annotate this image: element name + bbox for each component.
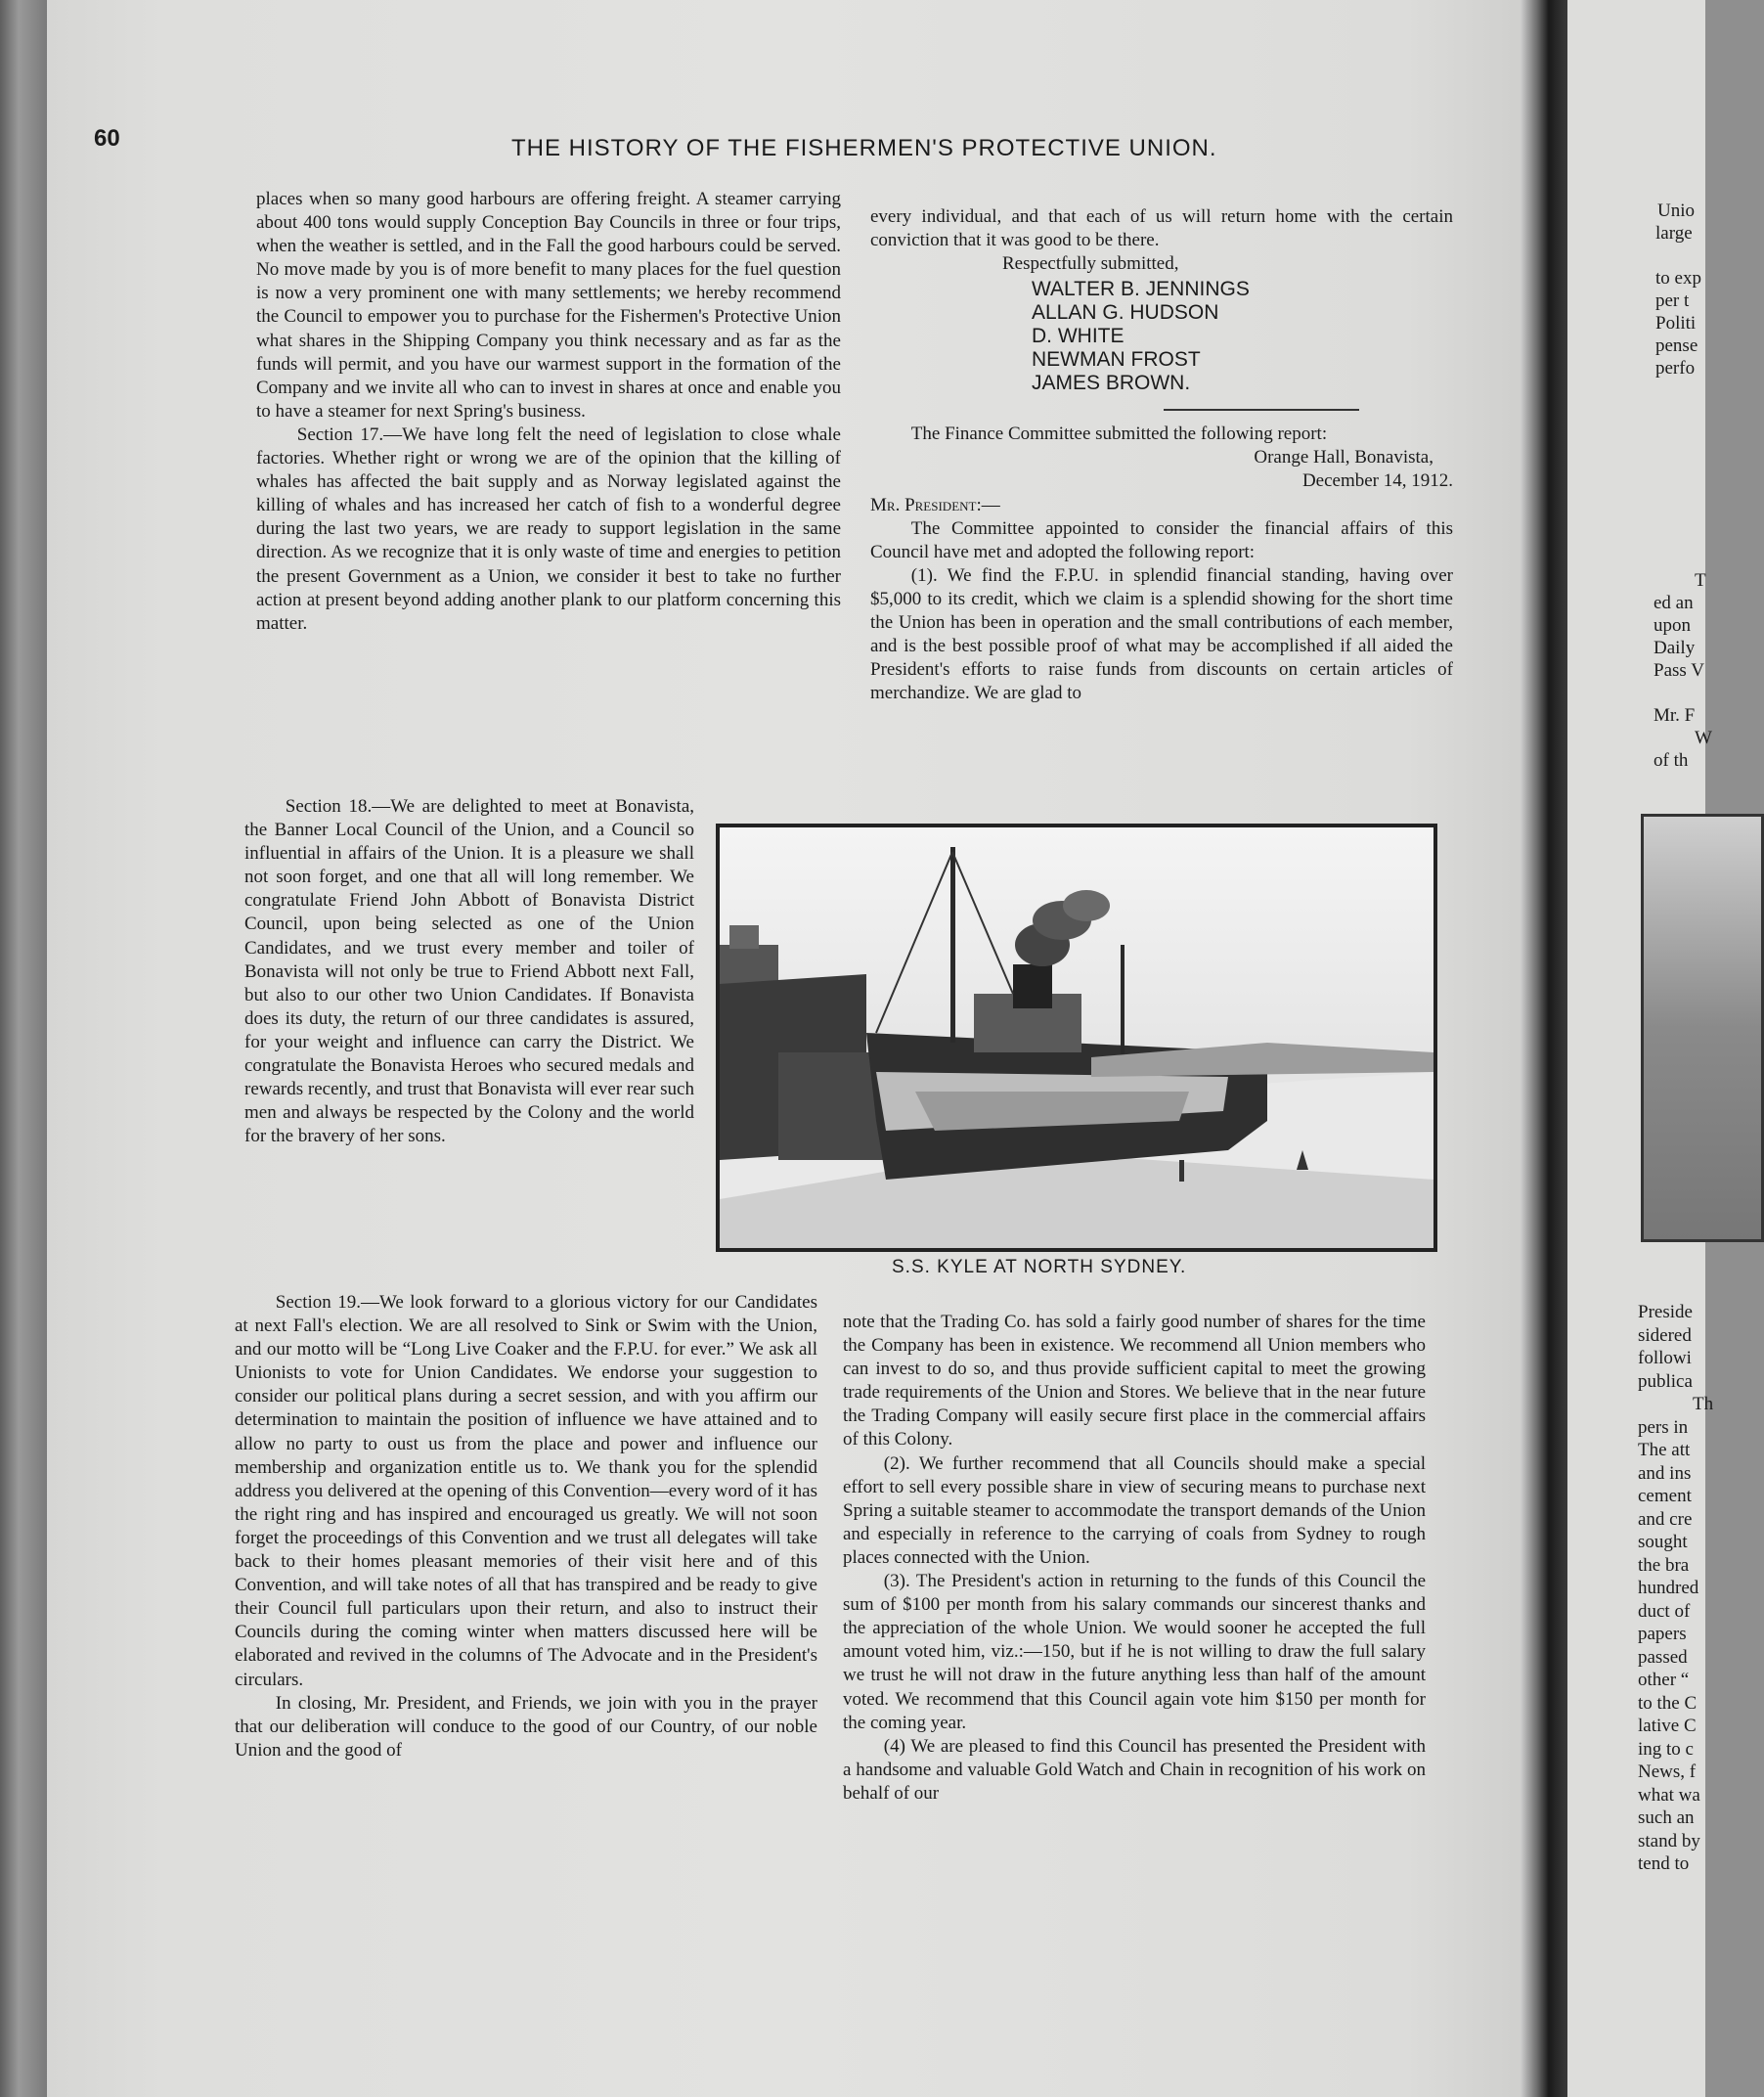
paragraph: places when so many good harbours are offering freight. A steamer carrying about 400 tons would supply Conception Bay Councils in three or four trips, when the weather is settled, and in the Fall the good harbours could be served. No move made by you is of more benefit to many places for the fuel question is now a very prominent one with many settlements; we hereby recommend the Council to empower you to purchase for the Fishermen's Protective Union what shares in the Shipping Company you think necessary and as far as the funds will permit, and you have our warmest support in the formation of the Company and we invite all who can to invest in shares at once and enable you to have a steamer for next Spring's business. xyxy=(256,189,841,422)
signature: JAMES BROWN. xyxy=(1032,372,1191,395)
facing-page-line: followi xyxy=(1638,1348,1692,1368)
running-title: THE HISTORY OF THE FISHERMEN'S PROTECTIVE UNION. xyxy=(511,135,1217,161)
facing-page-line: ing to c xyxy=(1638,1738,1694,1760)
paragraph: The Committee appointed to consider the financial affairs of this Council have met and adopted the following report: xyxy=(870,517,1453,562)
signature: D. WHITE xyxy=(1032,325,1125,348)
right-column-top xyxy=(870,205,1453,705)
report-place: Orange Hall, Bonavista, xyxy=(1254,447,1433,468)
paragraph-section-17: Section 17.—We have long felt the need of legislation to close whale factories. Whether right or wrong we are of the opinion that the killing of whales has affected the bait supply and as Norway legislated against the killing of whales and has increased her catch of fish to a wonderful degree during the last two years, we are ready to support legislation in the same direction. As we recognize that it is only waste of time and energies to petition the present Government as a Union, we consider it best to take no further action at present beyond adding another plank to our platform concerning this matter. xyxy=(256,424,841,634)
paragraph-section-18: Section 18.—We are delighted to meet at Bonavista, the Banner Local Council of the Union, and a Council so influential in affairs of the Union. It is a pleasure we shall not soon forget, and one that all will long remember. We congratulate Friend John Abbott of Bonavista District Council, upon being selected as one of the Union Candidates, and we trust every member and toiler of Bonavista will not only be true to Friend Abbott next Fall, but also to our other two Union Candidates. If Bonavista does its duty, the return of our three candidates is assured, for your weight and influence can carry the District. We congratulate the Bonavista Heroes who secured medals and rewards recently, and trust that Bonavista will ever rear such men and always be respected by the Colony and the world for the bravery of her sons. xyxy=(244,796,694,1147)
facing-page-line: Preside xyxy=(1638,1302,1693,1322)
facing-page-line: papers xyxy=(1638,1624,1687,1644)
page-number: 60 xyxy=(94,125,120,152)
binding-gutter xyxy=(1521,0,1567,2097)
paragraph-closing: In closing, Mr. President, and Friends, we join with you in the prayer that our deliberation will conduce to the good of our Country, of our noble Union and the good of xyxy=(235,1692,817,1761)
facing-page-line: to the C xyxy=(1638,1692,1698,1714)
facing-page-line: the bra xyxy=(1638,1554,1690,1576)
signature: NEWMAN FROST xyxy=(1032,348,1201,372)
paragraph-item-1: (1). We find the F.P.U. in splendid financial standing, having over $5,000 to its credit, which we claim is a splendid showing for the short time the Union has been in operation and the small contributions of each member, and is the best possible proof of what may be accomplished if all aided the President's efforts to raise funds from discounts on certain articles of merchandize. We are glad to xyxy=(870,564,1453,704)
facing-page-line: stand by xyxy=(1638,1830,1700,1852)
facing-page-photograph xyxy=(1641,814,1764,1242)
facing-page-line: duct of xyxy=(1638,1600,1691,1622)
facing-page-line: Daily xyxy=(1654,638,1696,658)
facing-page-line: Pass V xyxy=(1654,660,1704,681)
facing-page xyxy=(1567,0,1714,2097)
steamship-image xyxy=(720,827,1433,1248)
facing-page-line: Politi xyxy=(1655,313,1697,334)
facing-page-line: hundred xyxy=(1638,1578,1699,1598)
facing-page-line: Th xyxy=(1693,1394,1714,1414)
facing-page-line: such an xyxy=(1638,1807,1695,1828)
facing-page-line: ed an xyxy=(1654,593,1694,613)
left-column-top xyxy=(256,188,841,636)
divider-rule xyxy=(1164,409,1359,411)
paragraph-item-2: (2). We further recommend that all Councils should make a special effort to sell every possible share in view of securing means to purchase next Spring a suitable steamer to accommodate the transport demands of the Union and especially in reference to the carrying of coals from Sydney to rough places connected with the Union. xyxy=(843,1452,1426,1568)
left-column-middle xyxy=(244,795,694,1148)
facing-page-line: passed xyxy=(1638,1646,1688,1668)
paragraph-item-3: (3). The President's action in returning to the funds of this Council the sum of $100 per month from his salary commands our sincerest thanks and the appreciation of the whole Union. We would sooner he accepted the full amount voted him, viz.:—150, but if he is not willing to draw the full salary we trust he will not draw in the future anything less than half of the amount voted. We recommend that this Council again vote him $150 per month for the coming year. xyxy=(843,1571,1426,1733)
facing-page-line: what wa xyxy=(1638,1784,1700,1806)
right-column-bottom xyxy=(843,1311,1426,1806)
facing-page-line: and cre xyxy=(1638,1508,1693,1530)
facing-page-line: to exp xyxy=(1655,268,1701,289)
sign-intro: Respectfully submitted, xyxy=(1002,253,1179,275)
photo-caption: S.S. KYLE AT NORTH SYDNEY. xyxy=(892,1257,1187,1277)
facing-page-line: W xyxy=(1695,728,1712,748)
facing-page-line: upon xyxy=(1654,615,1691,636)
left-column-bottom xyxy=(235,1291,817,1762)
facing-page-line: other “ xyxy=(1638,1670,1690,1690)
facing-page-line: tend to xyxy=(1638,1853,1690,1874)
scanner-margin xyxy=(0,0,47,2097)
report-date: December 14, 1912. xyxy=(1301,470,1453,492)
facing-page-line: lative C xyxy=(1638,1716,1697,1736)
facing-page-line: large xyxy=(1655,223,1693,244)
signature: WALTER B. JENNINGS xyxy=(1032,278,1250,301)
facing-page-line: sought xyxy=(1638,1532,1688,1552)
signature: ALLAN G. HUDSON xyxy=(1032,301,1219,325)
paragraph: note that the Trading Co. has sold a fairly good number of shares for the time the Company has been in existence. We recommend all Union members who can invest to do so, and thus provide sufficient capital to meet the growing trade requirements of the Union and Stores. We believe that in the near future the Trading Company will easily secure first place in the commercial affairs of this Colony. xyxy=(843,1312,1426,1450)
facing-page-line: Unio xyxy=(1657,201,1695,221)
paragraph-item-4: (4) We are pleased to find this Council has presented the President with a handsome and valuable Gold Watch and Chain in recognition of his work on behalf of our xyxy=(843,1735,1426,1804)
facing-page-line: publica xyxy=(1638,1370,1693,1392)
facing-page-line: pers in xyxy=(1638,1416,1689,1438)
facing-page-line: cement xyxy=(1638,1486,1692,1506)
facing-page-line: pense xyxy=(1655,335,1698,356)
paragraph-section-19: Section 19.—We look forward to a glorious victory for our Candidates at next Fall's election. We are all resolved to Sink or Swim with the Union, and our motto will be “Long Live Coaker and the F.P.U. for ever.” We ask all Unionists to vote for Union Candidates. We endorse your suggestion to consider our political plans during a secret session, and with you affirm our determination to maintain the position of influence we have attained and to allow no party to oust us from the place and power and influence our membership and organization entitle us to. We thank you for the splendid address you delivered at the opening of this Convention—every word of it has the right ring and has inspired and encouraged us greatly. We will not soon forget the proceedings of this Convention and we trust all delegates will take back to their homes pleasant memories of their visit here and of this Convention, and will take notes of all that has transpired and be ready to give their Council full particulars upon their return, and also to instruct their Councils during the coming winter when matters discussed here will be elaborated and revived in the columns of The Advocate and in the President's circulars. xyxy=(235,1292,817,1690)
facing-page-line: and ins xyxy=(1638,1462,1692,1484)
facing-page-line: of th xyxy=(1654,750,1689,771)
facing-page-line: perfo xyxy=(1655,358,1696,379)
signature-list xyxy=(1032,278,1453,395)
facing-page-line: T xyxy=(1695,570,1706,591)
finance-intro: The Finance Committee submitted the following report: xyxy=(910,424,1328,445)
facing-page-line: The att xyxy=(1638,1440,1691,1460)
facing-page-line: per t xyxy=(1655,290,1690,311)
salutation: Mr. President:— xyxy=(870,494,1000,515)
facing-page-line: sidered xyxy=(1638,1324,1692,1346)
paragraph-continuation: every individual, and that each of us will return home with the certain conviction that it was good to be there. xyxy=(870,206,1453,251)
ship-photograph xyxy=(716,824,1437,1252)
facing-page-line: Mr. F xyxy=(1654,705,1696,726)
facing-page-line: News, f xyxy=(1638,1762,1697,1782)
